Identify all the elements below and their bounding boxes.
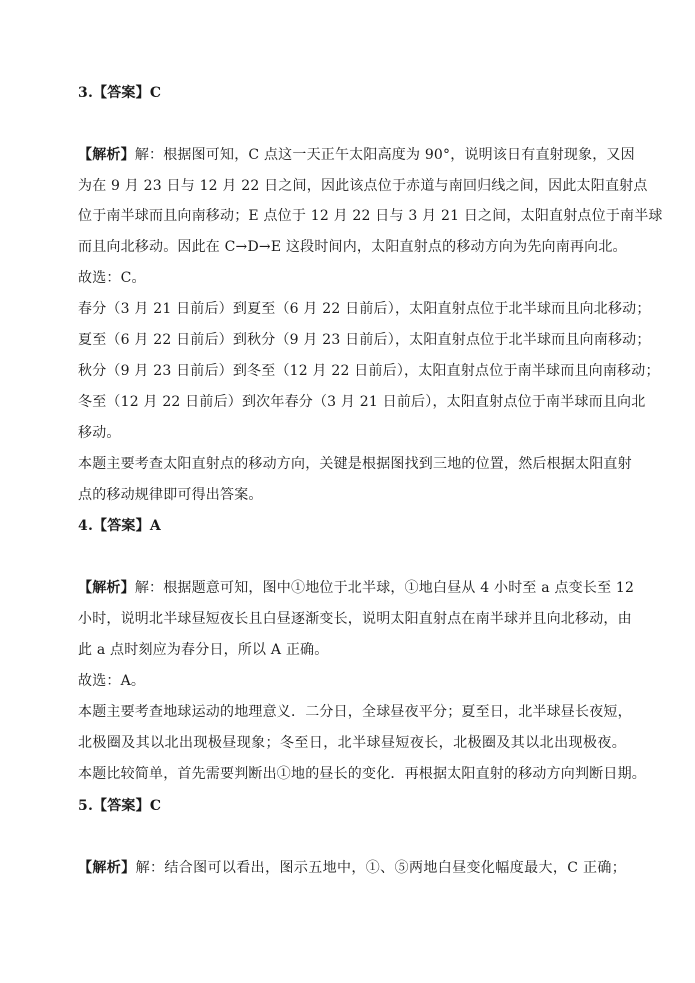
analysis-4-line-7: 本题比较简单，首先需要判断出①地的昼长的变化．再根据太阳直射的移动方向判断日期。 bbox=[78, 766, 646, 782]
analysis-4-line-5: 本题主要考查地球运动的地理意义．二分日，全球昼夜平分；夏至日，北半球昼长夜短， bbox=[78, 704, 632, 720]
analysis-5-line-1: 【解析】解：结合图可以看出，图示五地中，①、⑤两地白昼变化幅度最大，C 正确； bbox=[78, 860, 626, 876]
analysis-3-line-10: 移动。 bbox=[78, 425, 121, 441]
analysis-tag: 【解析】 bbox=[78, 580, 135, 596]
analysis-3-line-3: 位于南半球而且向南移动；E 点位于 12 月 22 日与 3 月 21 日之间，太阳直射点位于南半球 bbox=[78, 208, 663, 224]
analysis-3-line-4: 而且向北移动。因此在 C→D→E 这段时间内，太阳直射点的移动方向为先向南再向北。 bbox=[78, 239, 627, 255]
analysis-3-line-5: 故选：C。 bbox=[78, 270, 146, 286]
analysis-3-line-7: 夏至（6 月 22 日前后）到秋分（9 月 23 日前后），太阳直射点位于北半球而且向南移动； bbox=[78, 332, 651, 348]
answer-4: 4.【答案】A bbox=[78, 518, 161, 534]
analysis-3-line-1: 【解析】解：根据图可知，C 点这一天正午太阳高度为 90°，说明该日有直射现象，又因 bbox=[78, 147, 635, 163]
analysis-3-line-8: 秋分（9 月 23 日前后）到冬至（12 月 22 日前后），太阳直射点位于南半球而且向南移动； bbox=[78, 363, 660, 379]
document-page bbox=[78, 0, 663, 983]
analysis-3-line-11: 本题主要考查太阳直射点的移动方向，关键是根据图找到三地的位置，然后根据太阳直射 bbox=[78, 456, 632, 472]
analysis-3-line-6: 春分（3 月 21 日前后）到夏至（6 月 22 日前后），太阳直射点位于北半球而且向北移动； bbox=[78, 301, 651, 317]
analysis-4-line-3: 此 a 点时刻应为春分日，所以 A 正确。 bbox=[78, 642, 329, 658]
analysis-4-line-1: 【解析】解：根据题意可知，图中①地位于北半球，①地白昼从 4 小时至 a 点变长至 12 bbox=[78, 580, 635, 596]
analysis-3-line-12: 点的移动规律即可得出答案。 bbox=[78, 487, 263, 503]
analysis-tag: 【解析】 bbox=[78, 860, 136, 876]
answer-3: 3.【答案】C bbox=[78, 85, 162, 101]
analysis-4-line-4: 故选：A。 bbox=[78, 673, 146, 689]
analysis-3-line-2: 为在 9 月 23 日与 12 月 22 日之间，因此该点位于赤道与南回归线之间，因此太阳直射点 bbox=[78, 178, 648, 194]
analysis-3-line-9: 冬至（12 月 22 日前后）到次年春分（3 月 21 日前后），太阳直射点位于南半球而且向北 bbox=[78, 394, 646, 410]
answer-5: 5.【答案】C bbox=[78, 798, 162, 814]
analysis-4-line-2: 小时，说明北半球昼短夜长且白昼逐渐变长，说明太阳直射点在南半球并且向北移动，由 bbox=[78, 611, 632, 627]
analysis-4-line-6: 北极圈及其以北出现极昼现象；冬至日，北半球昼短夜长，北极圈及其以北出现极夜。 bbox=[78, 735, 626, 751]
analysis-tag: 【解析】 bbox=[78, 147, 135, 163]
